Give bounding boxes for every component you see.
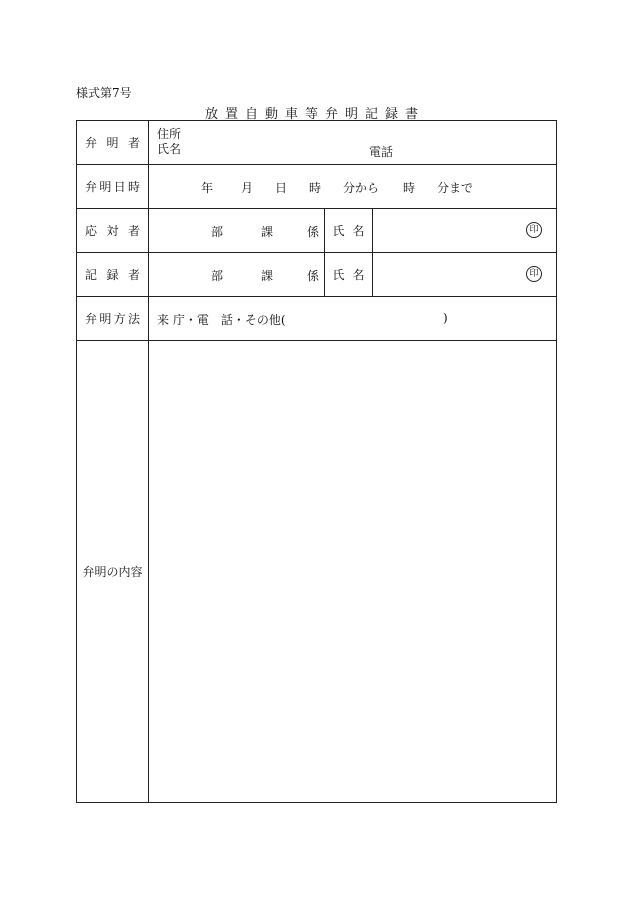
bu-unit: 部: [211, 269, 224, 283]
method-options: 来 庁・電 話・その他(: [157, 313, 286, 327]
label-method: 弁明方法: [77, 297, 149, 341]
address-label: 住所: [157, 127, 182, 141]
name-label: 氏名: [157, 142, 182, 156]
bemmeisha-field[interactable]: [149, 121, 557, 165]
kakari-unit: 係: [307, 269, 320, 283]
ka-unit: 課: [261, 269, 274, 283]
responder-name-field[interactable]: [373, 209, 557, 253]
content-field[interactable]: [149, 341, 557, 803]
responder-dept-field[interactable]: [149, 209, 325, 253]
datetime-field[interactable]: [149, 165, 557, 209]
recorder-name-label: 氏名: [325, 253, 373, 297]
hour-from-unit: 時: [309, 181, 322, 195]
responder-name-label: 氏名: [325, 209, 373, 253]
method-close-paren: ): [443, 311, 448, 325]
year-unit: 年: [201, 181, 214, 195]
month-unit: 月: [241, 181, 254, 195]
row-responder: [77, 209, 557, 253]
row-datetime: [77, 165, 557, 209]
minute-from-unit: 分から: [343, 181, 380, 195]
record-form-table: [76, 120, 557, 803]
kakari-unit: 係: [307, 225, 320, 239]
phone-label: 電話: [369, 145, 394, 159]
label-responder: 応対者: [77, 209, 149, 253]
method-field[interactable]: [149, 297, 557, 341]
minute-until-unit: 分まで: [437, 181, 474, 195]
seal-mark: 印: [526, 266, 542, 282]
row-recorder: [77, 253, 557, 297]
row-method: [77, 297, 557, 341]
form-number: 様式第7号: [76, 86, 132, 100]
ka-unit: 課: [261, 225, 274, 239]
hour-until-unit: 時: [403, 181, 416, 195]
label-content: 弁明の内容: [77, 341, 149, 803]
row-bemmeisha: [77, 121, 557, 165]
seal-mark: 印: [526, 222, 542, 238]
day-unit: 日: [275, 181, 288, 195]
row-content: [77, 341, 557, 803]
form-title: 放置自動車等弁明記録書: [204, 107, 425, 122]
recorder-name-field[interactable]: [373, 253, 557, 297]
bu-unit: 部: [211, 225, 224, 239]
label-recorder: 記録者: [77, 253, 149, 297]
recorder-dept-field[interactable]: [149, 253, 325, 297]
label-bemmeisha: 弁明者: [77, 121, 149, 165]
label-datetime: 弁明日時: [77, 165, 149, 209]
